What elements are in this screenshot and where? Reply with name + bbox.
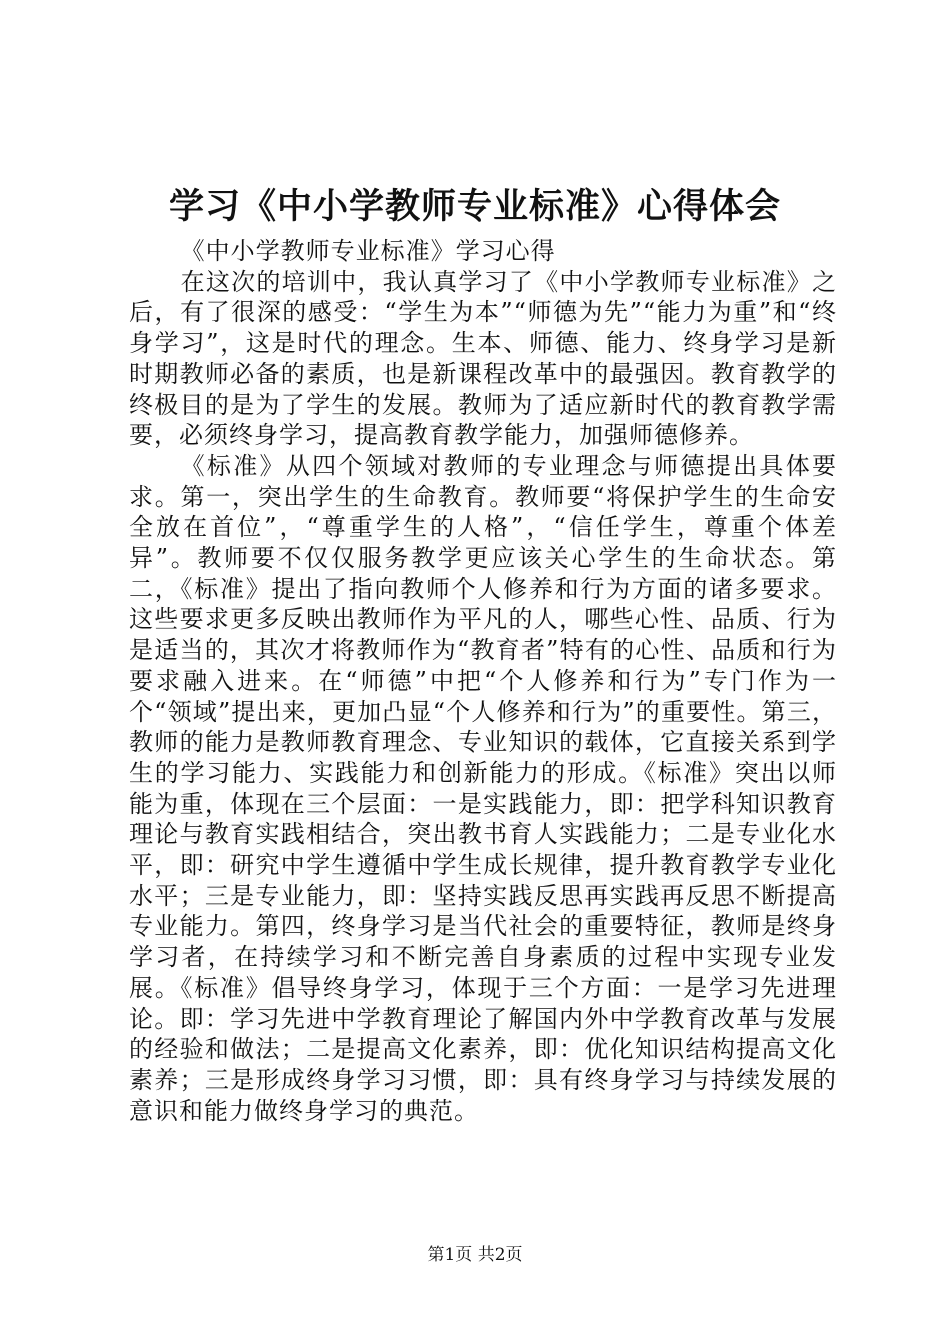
page-number-footer: 第1页 共2页 [427,1245,523,1265]
document-body [129,236,837,1126]
body-paragraph-1: 在这次的培训中，我认真学习了《中小学教师专业标准》之后，有了很深的感受：“学生为本”“师德为先”“能力为重”和“终身学习”，这是时代的理念。生本、师德、能力、终身学习是新时期教师必备的素质，也是新课程改革中的最强因。教育教学的终极目的是为了学生的发展。教师为了适应新时代的教育教学需要，必须终身学习，提高教育教学能力，加强师德修养。 [129,267,837,450]
body-paragraph-2: 《标准》从四个领域对教师的专业理念与师德提出具体要求。第一，突出学生的生命教育。教师要“将保护学生的生命安全放在首位”，“尊重学生的人格”，“信任学生，尊重个体差异”。教师要不仅仅服务教学更应该关心学生的生命状态。第二，《标准》提出了指向教师个人修养和行为方面的诸多要求。这些要求更多反映出教师作为平凡的人，哪些心性、品质、行为是适当的，其次才将教师作为“教育者”特有的心性、品质和行为要求融入进来。在“师德”中把“个人修养和行为”专门作为一个“领域”提出来，更加凸显“个人修养和行为”的重要性。第三，教师的能力是教师教育理念、专业知识的载体，它直接关系到学生的学习能力、实践能力和创新能力的形成。《标准》突出以师能为重，体现在三个层面：一是实践能力，即：把学科知识教育理论与教育实践相结合，突出教书育人实践能力；二是专业化水平，即：研究中学生遵循中学生成长规律，提升教育教学专业化水平；三是专业能力，即：坚持实践反思再实践再反思不断提高专业能力。第四，终身学习是当代社会的重要特征，教师是终身学习者，在持续学习和不断完善自身素质的过程中实现专业发展。《标准》倡导终身学习，体现于三个方面：一是学习先进理论。即：学习先进中学教育理论了解国内外中学教育改革与发展的经验和做法；二是提高文化素养，即：优化知识结构提高文化素养；三是形成终身学习习惯，即：具有终身学习与持续发展的意识和能力做终身学习的典范。 [129,451,837,1125]
subtitle-paragraph: 《中小学教师专业标准》学习心得 [180,237,556,265]
document-title: 学习《中小学教师专业标准》心得体会 [168,186,781,227]
